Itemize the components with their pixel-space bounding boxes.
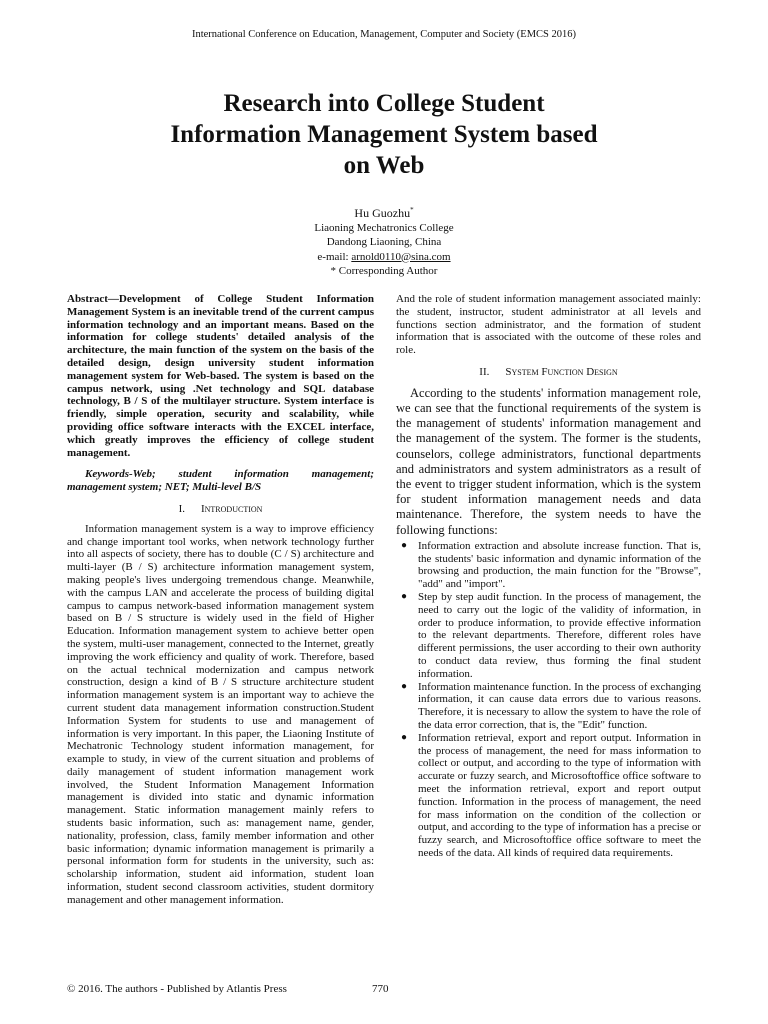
list-item <box>396 591 701 681</box>
author-email-line <box>234 250 534 265</box>
list-item <box>396 681 701 732</box>
section-1-title: Introduction <box>200 502 263 515</box>
list-item-text: Information extraction and absolute increase function. That is, the students' basic information and dynamic information of the browsing and production, the main function for the "Browse", "add" and "import". <box>418 539 701 591</box>
right-intro-paragraph: And the role of student information management associated mainly: the student, instructor, student administrator at all levels and functions section administrator, and the formation of student information that is associated with the outcome of these roles and role. <box>396 293 701 357</box>
section-1-number: I. <box>178 502 185 515</box>
bullet-icon: ● <box>401 731 408 743</box>
title-line-1: Research into College Student <box>223 90 545 117</box>
section-2-title: System Function Design <box>505 365 618 378</box>
author-location: Dandong Liaoning, China <box>326 236 442 248</box>
section-1-body: Information management system is a way to improve efficiency and change important tool works, when network technology further into all aspects of society, there has to double (C / S) architecture and multi-layer (B / S) architecture information management system, making people's lives undergoing tremendous change. Meanwhile, with the campus LAN and accelerate the process of building digital campus to campus network-based information management system based on B / S structure is widely used in the field of Higher Education. Information management system to achieve better open the system, multi-user management, connected to the Internet, greatly improving the work efficiency and quality of work. Therefore, based on the actual technical modernization and campus network construction, design a kind of B / S structure architecture student information management system is an important way to achieve the current student data management information construction.Student Information System for students to use and management of information is very important. In this paper, the Liaoning Institute of Mechatronic Technology student information management, for example to study, in view of the current situation and problems of daily management of student information management work involved, the Student Information Management Information management is divided into static and dynamic information management. Static information management mainly refers to students basic information, such as: management name, gender, nationality, profession, class, family member information and other basic information; dynamic information management is primarily a personal information form for students in the university, such as: scholarship information, student aid information, student loan information, student second classroom activities, student dormitory management and other management information. <box>67 522 374 906</box>
paper-title <box>100 88 668 181</box>
list-item-text: Information maintenance function. In the process of exchanging information, it can cause data errors due to various reasons. Therefore, it is necessary to allow the system to have the role of the data error correction, that is, the "Edit" function. <box>418 680 701 731</box>
list-item-text: Information retrieval, export and report output. Information in the process of management, the need for mass information to collect or output, and according to the type of information with accurate or fuzzy search, and Microsoftoffice office software to meet the information retrieval, export and report output function. Information in the process of management, the need for mass information on the condition of the collection or output, and according to the type of information has a precise or fuzzy search, and Microsoftoffice office software to meet the needs of the data. All kinds of required data requirements. <box>418 731 701 859</box>
left-column <box>67 293 374 907</box>
function-list <box>396 540 701 860</box>
email-link[interactable]: arnold0110@sina.com <box>351 250 451 263</box>
title-line-3: on Web <box>343 152 425 179</box>
bullet-icon: ● <box>401 539 408 551</box>
page-number: 770 <box>372 983 389 995</box>
author-mark: * <box>410 206 414 214</box>
bullet-icon: ● <box>401 680 408 692</box>
email-label: e-mail: <box>317 250 352 263</box>
author-affiliation: Liaoning Mechatronics College <box>314 221 454 234</box>
author-block <box>234 203 534 279</box>
list-item <box>396 540 701 591</box>
keywords: Keywords-Web; student information management; management system; NET; Multi-level B/S <box>67 468 374 494</box>
list-item <box>396 732 701 860</box>
section-1-heading <box>67 503 374 516</box>
abstract: Abstract—Development of College Student Information Management System is an inevitable trend of the current campus information technology and an important means. Based on the information for college students' detailed analysis of the architecture, the main function of the system on the basis of the detailed design, design university student information management system for Web-based. The system is based on the campus network, using .Net technology and SQL database technology, B / S of the multilayer structure. System interface is friendly, simple operation, security and scalability, while providing office software interacts with the EXCEL interface, which greatly improves the efficiency of college student management. <box>67 293 374 459</box>
section-2-number: II. <box>479 365 490 378</box>
title-line-2: Information Management System based <box>170 121 598 148</box>
publisher-footer: © 2016. The authors - Published by Atlantis Press <box>67 983 287 995</box>
corresponding-author-note: * Corresponding Author <box>330 265 438 277</box>
bullet-icon: ● <box>401 591 408 602</box>
list-item-text: Step by step audit function. In the process of management, the need to carry out the logic of the validity of information, in order to produce information, to provide effective information to the relevant departments. Therefore, different roles have different permissions, the user according to their own authority to conduct data review, thus forming the final student information. <box>418 591 701 680</box>
section-2-heading <box>396 366 701 379</box>
author-name: Hu Guozhu <box>354 206 411 220</box>
author-name-line <box>234 203 534 221</box>
section-2-body: According to the students' information management role, we can see that the functional requirements of the system is the management of students' information management and the management of the system. The former is the students, counselors, college administrators, functional departments and administrators and system administrators as a result of the event to trigger student information, which is the system for student information management needs and data maintenance. Therefore, the system needs to have the following functions: <box>396 385 701 537</box>
right-column <box>396 293 701 860</box>
conference-header: International Conference on Education, Management, Computer and Society (EMCS 2016) <box>191 29 577 40</box>
